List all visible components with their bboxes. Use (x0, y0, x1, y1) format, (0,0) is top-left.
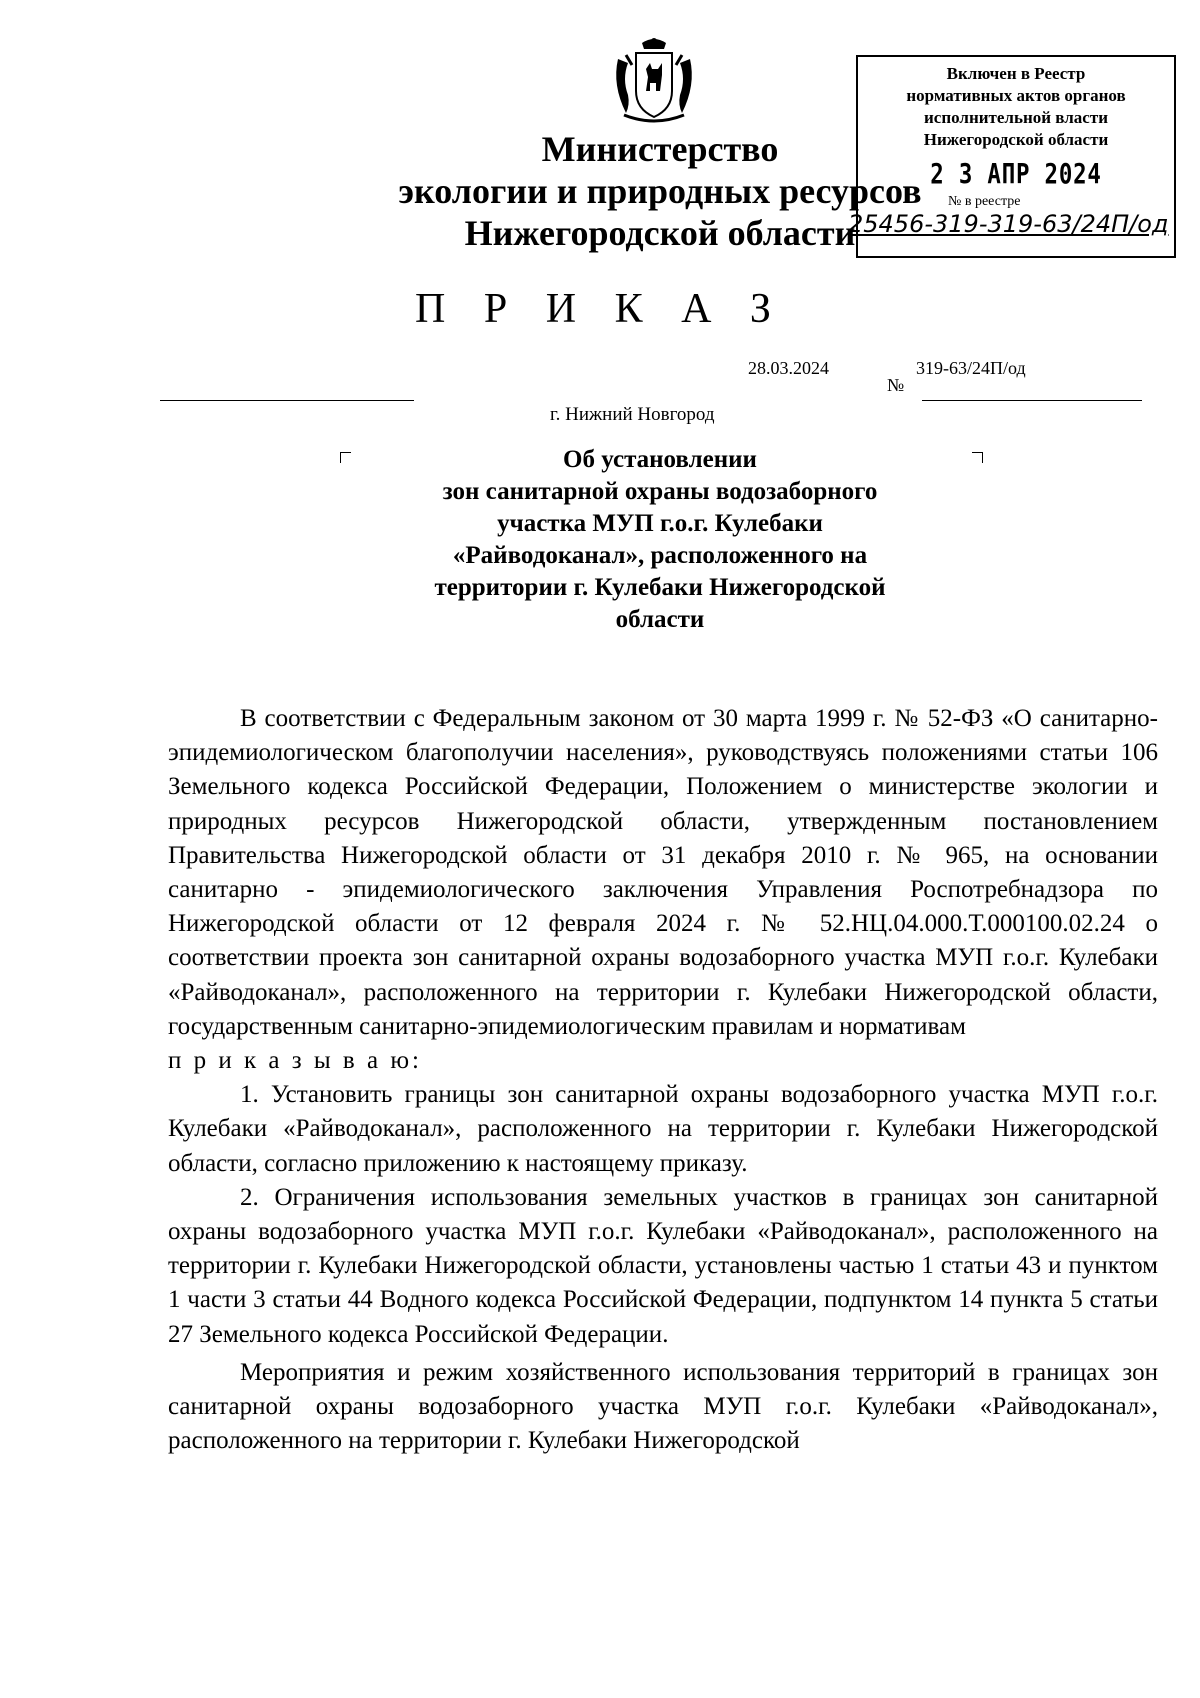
stamp-date: 2 3 АПР 2024 (930, 157, 1102, 190)
registry-stamp (848, 55, 1176, 258)
coat-of-arms-emblem (604, 35, 704, 127)
number-sign: № (887, 375, 905, 395)
stamp-line-4: Нижегородской области (923, 130, 1109, 149)
preamble-paragraph: В соответствии с Федеральным законом от 30 марта 1999 г. № 52-ФЗ «О санитарно-эпидемиологическом благополучии населения», руководствуясь положениями статьи 106 Земельного кодекса Российской Федерации, Положением о министерстве экологии и природных ресурсов Нижегородской области, утвержденным постановлением Правительства Нижегородской области от 31 декабря 2010 г. № 965, на основании санитарно - эпидемиологического заключения Управления Роспотребнадзора по Нижегородской области от 12 февраля 2024 г. № 52.НЦ.04.000.Т.000100.02.24 о соответствии проекта зон санитарной охраны водозаборного участка МУП г.о.г. Кулебаки «Райводоканал», расположенного на территории г. Кулебаки Нижегородской области, государственным санитарно-эпидемиологическим правилам и нормативам (168, 705, 1158, 1040)
order-subject (360, 444, 960, 636)
subject-line-4: «Райводоканал», расположенного на (452, 542, 868, 569)
ministry-line-3: Нижегородской области (464, 213, 856, 253)
subject-line-6: области (615, 606, 705, 633)
stamp-line-1: Включен в Реестр (946, 64, 1086, 83)
document-type-title: П Р И К А З (415, 286, 785, 332)
stamp-line-3: исполнительной власти (924, 108, 1108, 127)
ministry-line-1: Министерство (541, 129, 779, 169)
order-date: 28.03.2024 (748, 358, 829, 378)
stamp-line-2: нормативных актов органов (906, 86, 1126, 105)
stamp-reg-number: 25456-319-319-63/24П/од (848, 210, 1169, 238)
item-2-paragraph: 2. Ограничения использования земельных участков в границах зон санитарной охраны водозаборного участка МУП г.о.г. Кулебаки «Райводоканал», расположенного на территории г. Кулебаки Нижегородской области, установлены частью 1 статьи 43 и пунктом 1 части 3 статьи 44 Водного кодекса Российской Федерации, подпунктом 14 пункта 5 статьи 27 Земельного кодекса Российской Федерации. (168, 1183, 1158, 1348)
number-underline (922, 400, 1142, 401)
order-body (168, 702, 1158, 1458)
order-word: п р и к а з ы в а ю: (168, 1047, 422, 1075)
subject-line-5: территории г. Кулебаки Нижегородской (434, 574, 886, 601)
item-3-paragraph: Мероприятия и режим хозяйственного использования территорий в границах зон санитарной охраны водозаборного участка МУП г.о.г. Кулебаки «Райводоканал», расположенного на территории г. Кулебаки Нижегородской (168, 1358, 1158, 1455)
item-1-paragraph: 1. Установить границы зон санитарной охраны водозаборного участка МУП г.о.г. Кулебаки «Райводоканал», расположенного на территории г. Кулебаки Нижегородской области, согласно приложению к настоящему приказу. (168, 1081, 1158, 1177)
subject-line-3: участка МУП г.о.г. Кулебаки (497, 510, 823, 537)
subject-line-2: зон санитарной охраны водозаборного (442, 478, 878, 505)
stamp-reg-label: № в реестре (948, 194, 1021, 209)
subject-left-bracket (340, 452, 351, 463)
subject-right-bracket (972, 452, 983, 463)
ministry-line-2: экологии и природных ресурсов (398, 171, 922, 211)
date-underline (160, 400, 414, 401)
order-number: 319-63/24П/од (916, 358, 1026, 378)
subject-line-1: Об установлении (563, 446, 757, 473)
city-name: г. Нижний Новгород (550, 404, 715, 425)
